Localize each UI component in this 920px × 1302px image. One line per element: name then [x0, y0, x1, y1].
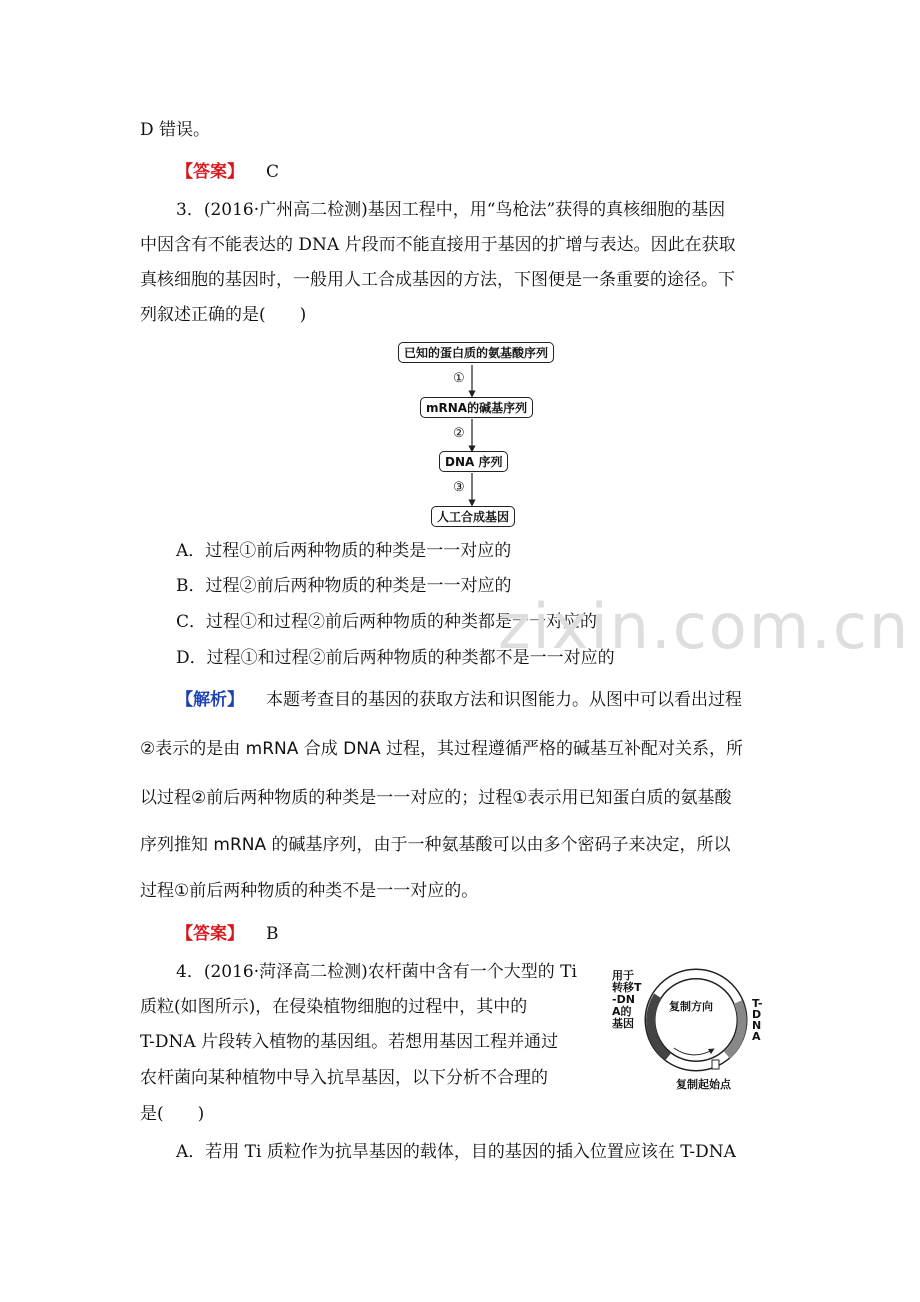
option-d: D．过程①和过程②前后两种物质的种类都不是一一对应的	[176, 648, 615, 668]
question-line: 4．(2016·菏泽高二检测)农杆菌中含有一个大型的 Ti	[176, 962, 577, 982]
analysis-line: 过程①前后两种物质的种类不是一一对应的。	[140, 881, 479, 901]
option-a: A．过程①前后两种物质的种类是一一对应的	[176, 541, 512, 561]
flow-step-3: ③	[453, 480, 465, 495]
answer-tag: 【答案】	[176, 162, 244, 182]
question-line: 农杆菌向某种植物中导入抗旱基因，以下分析不合理的	[140, 1068, 548, 1088]
answer-line	[176, 160, 279, 184]
flow-step-2: ②	[453, 426, 465, 441]
question-line: 3．(2016·广州高二检测)基因工程中，用“鸟枪法”获得的真核细胞的基因	[176, 200, 726, 220]
question-line: 中因含有不能表达的 DNA 片段而不能直接用于基因的扩增与表达。因此在获取	[140, 235, 736, 255]
analysis-tag: 【解析】	[176, 690, 244, 710]
option-b: B．过程②前后两种物质的种类是一一对应的	[176, 576, 512, 596]
flow-diagram	[395, 340, 565, 530]
plasmid-bottom-label: 复制起始点	[676, 1078, 731, 1091]
plasmid-center-label: 复制方向	[669, 1000, 713, 1013]
question-line: 质粒(如图所示)，在侵染植物细胞的过程中，其中的	[140, 997, 528, 1017]
text-line: D 错误。	[140, 120, 211, 140]
answer-line	[176, 922, 279, 946]
analysis-line	[176, 688, 742, 712]
watermark: zixin.com.cn	[498, 590, 911, 663]
flow-box-gene: 人工合成基因	[431, 506, 515, 527]
flow-arrows	[395, 340, 565, 530]
option-a: A．若用 Ti 质粒作为抗旱基因的载体，目的基因的插入位置应该在 T-DNA	[176, 1142, 736, 1162]
flow-box-protein: 已知的蛋白质的氨基酸序列	[398, 342, 554, 363]
flow-step-1: ①	[453, 371, 465, 386]
flow-box-mrna: mRNA的碱基序列	[420, 397, 533, 418]
answer-value: C	[266, 162, 280, 182]
answer-value: B	[266, 924, 279, 944]
question-line: 是( )	[140, 1104, 205, 1124]
analysis-line: ②表示的是由 mRNA 合成 DNA 过程，其过程遵循严格的碱基互补配对关系，所	[140, 739, 744, 759]
ti-plasmid-diagram	[612, 960, 772, 1095]
option-c: C．过程①和过程②前后两种物质的种类都是一一对应的	[176, 612, 598, 632]
plasmid-left-label: 用于转移T-DNA的基因	[612, 969, 642, 1030]
plasmid-right-label: T-DNA	[752, 997, 763, 1043]
analysis-text: 本题考查目的基因的获取方法和识图能力。从图中可以看出过程	[266, 690, 742, 710]
analysis-line: 序列推知 mRNA 的碱基序列，由于一种氨基酸可以由多个密码子来决定，所以	[140, 835, 731, 855]
analysis-line: 以过程②前后两种物质的种类是一一对应的；过程①表示用已知蛋白质的氨基酸	[140, 788, 732, 808]
question-line: 真核细胞的基因时，一般用人工合成基因的方法，下图便是一条重要的途径。下	[140, 270, 735, 290]
question-line: T-DNA 片段转入植物的基因组。若想用基因工程并通过	[140, 1032, 559, 1052]
answer-tag: 【答案】	[176, 924, 244, 944]
question-line: 列叙述正确的是( )	[140, 305, 307, 325]
flow-box-dna: DNA 序列	[439, 451, 508, 472]
